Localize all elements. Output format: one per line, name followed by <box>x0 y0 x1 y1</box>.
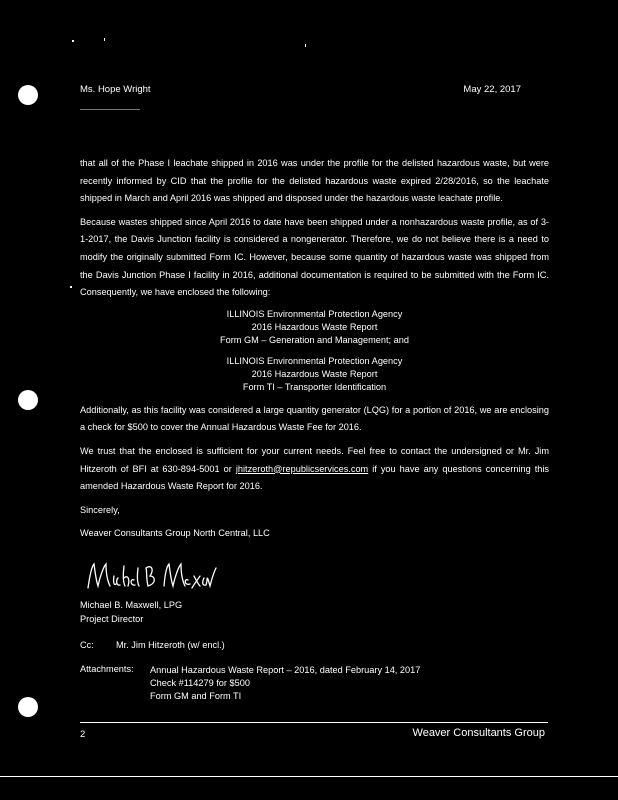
punch-hole <box>18 85 38 105</box>
signature-block <box>80 558 380 626</box>
scan-edge-line <box>0 776 618 777</box>
paragraph-nongenerator: Because wastes shipped since April 2016 to date have been shipped under a nonhazardous waste profile, as of 3-1-2017, the Davis Junction facility is considered a nongenerator. Therefore, we do not believe there is a need to modify the originally submitted Form IC. However, because some quantity of hazardous waste was shipped from the Davis Junction Phase I facility in 2016, additional documentation is required to be submitted with the Form IC. Consequently, we have enclosed the following: <box>80 216 549 298</box>
enclosure-line: Form TI – Transporter Identification <box>242 381 387 392</box>
enclosure-line: 2016 Hazardous Waste Report <box>251 368 378 379</box>
closing: Sincerely, <box>80 504 120 515</box>
signer-title: Project Director <box>80 614 144 624</box>
header-rule <box>80 109 140 110</box>
cc-value: Mr. Jim Hitzeroth (w/ encl.) <box>116 640 225 650</box>
attachment-item: Annual Hazardous Waste Report – 2016, dated February 14, 2017 <box>150 665 421 675</box>
enclosure-line: ILLINOIS Environmental Protection Agency <box>226 308 403 319</box>
page-number: 2 <box>80 729 86 740</box>
enclosure-block-ti <box>80 355 549 394</box>
scan-speck <box>72 40 74 42</box>
attachment-item: Form GM and Form TI <box>150 691 242 701</box>
signer-name: Michael B. Maxwell, LPG <box>80 600 183 610</box>
punch-hole <box>18 697 38 717</box>
cc-label: Cc: <box>80 640 94 650</box>
handwritten-signature <box>80 558 380 594</box>
enclosure-line: Form GM – Generation and Management; and <box>220 334 409 345</box>
attachment-item: Check #114279 for $500 <box>150 678 250 688</box>
attachments-label: Attachments: <box>80 664 134 674</box>
cc-line <box>80 640 225 650</box>
enclosure-block-gm <box>80 308 549 347</box>
punch-hole <box>18 390 38 410</box>
footer-company: Weaver Consultants Group <box>412 727 545 739</box>
email-link[interactable]: jhitzeroth@republicservices.com <box>235 463 369 474</box>
paragraph-contact <box>80 443 549 496</box>
attachments-list <box>150 664 420 703</box>
enclosure-line: ILLINOIS Environmental Protection Agency <box>226 355 403 366</box>
scan-speck <box>104 38 105 41</box>
paragraph-fee: Additionally, as this facility was considered a large quantity generator (LQG) for a portion of 2016, we are enclosing a check for $500 to cover the Annual Hazardous Waste Fee for 2016. <box>80 404 549 433</box>
contact-text: We trust that the enclosed is sufficient for your current needs. Feel free to contact the undersigned or Mr. Jim Hitzeroth of BFI at 630-894-5001 or <box>80 445 549 474</box>
scan-speck <box>70 286 72 288</box>
enclosure-line: 2016 Hazardous Waste Report <box>251 321 378 332</box>
letter-body <box>80 155 549 549</box>
scan-speck <box>305 44 306 47</box>
letter-date: May 22, 2017 <box>463 84 521 95</box>
company-name: Weaver Consultants Group North Central, LLC <box>80 528 270 539</box>
contact-text-end: if you have any questions concerning this amended Hazardous Waste Report for 2016. <box>80 463 549 492</box>
footer-rule <box>80 722 548 723</box>
recipient-name: Ms. Hope Wright <box>80 84 151 95</box>
paragraph-profile: that all of the Phase I leachate shipped in 2016 was under the profile for the delisted hazardous waste, but were recently informed by CID that the profile for the delisted hazardous waste expired 2/28/2016, so the leachate shipped in March and April 2016 was shipped and disposed under the hazardous waste leachate profile. <box>80 158 549 204</box>
attachments-section <box>80 664 420 703</box>
